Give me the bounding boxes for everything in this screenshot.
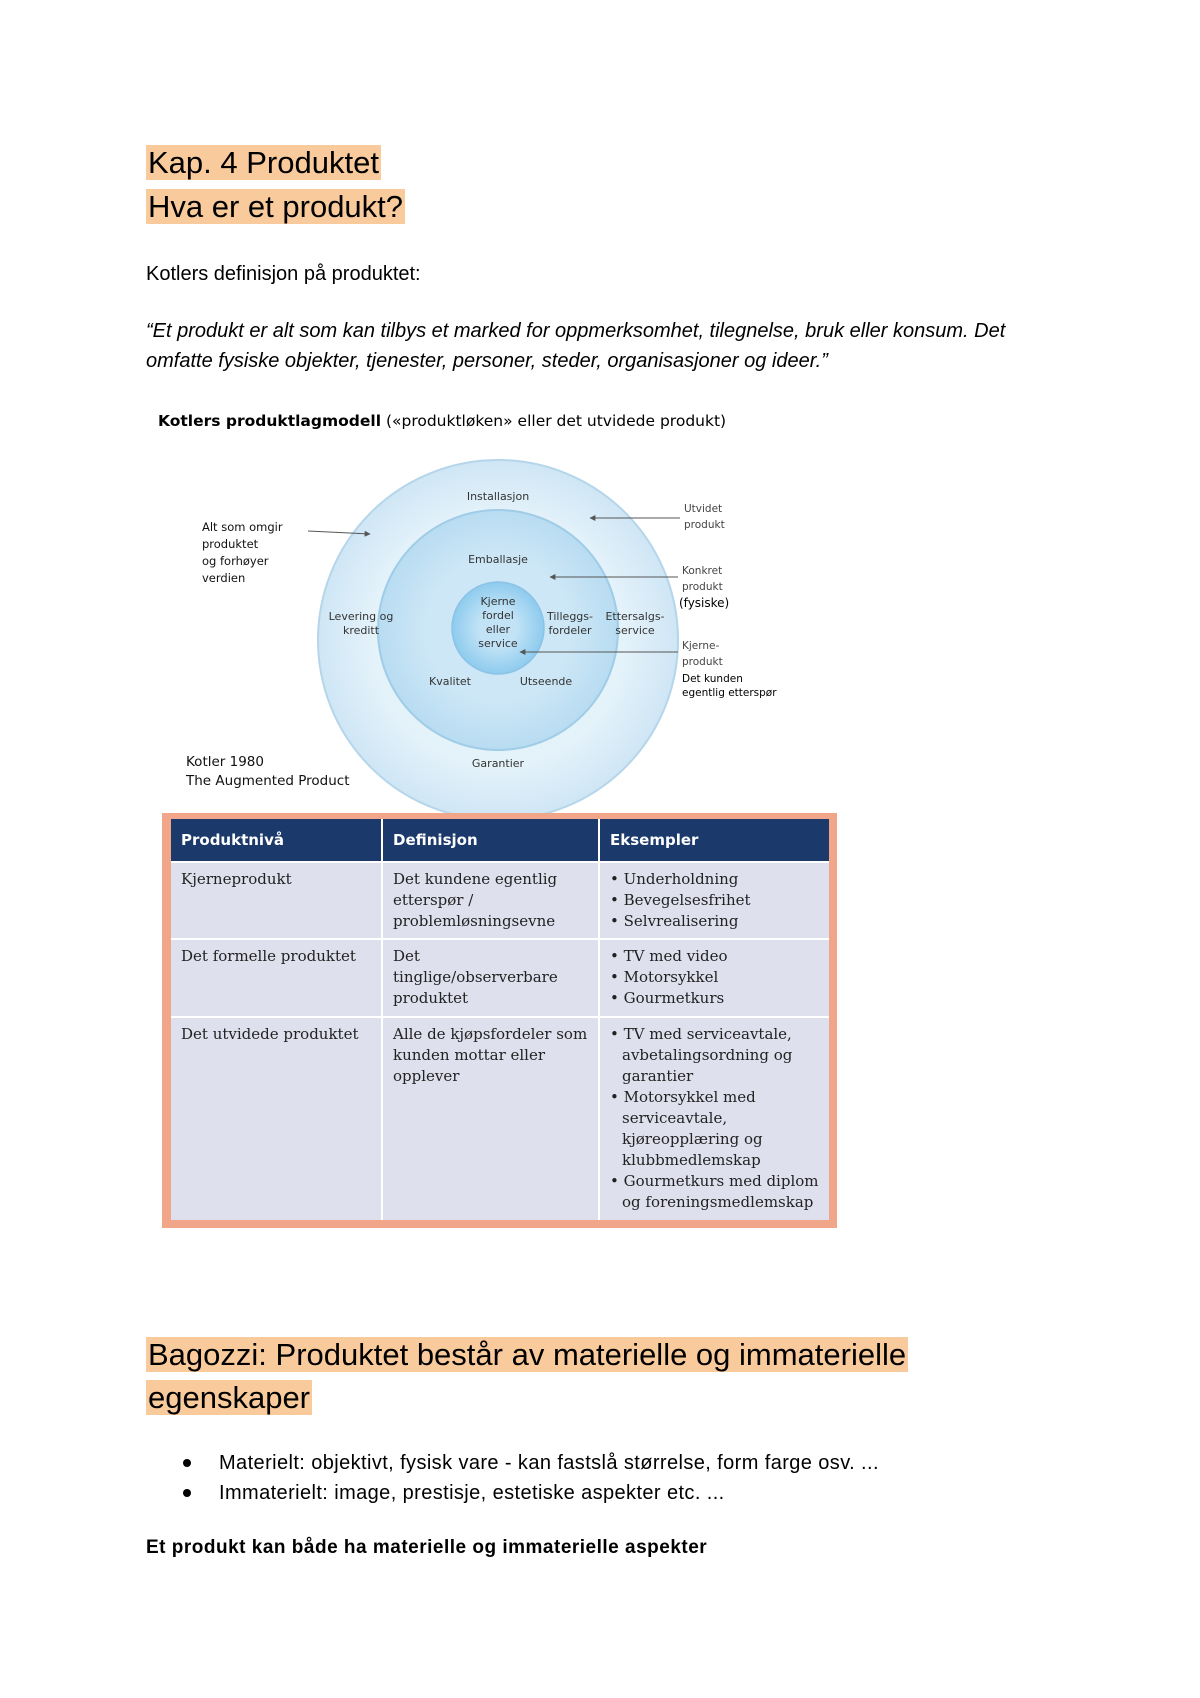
label-tilleggsfordeler: Tilleggs-fordeler xyxy=(547,610,593,637)
list-item: Materielt: objektivt, fysisk vare - kan fastslå størrelse, form farge osv. ... xyxy=(219,1448,879,1478)
cell-examples: • Underholdning • Bevegelsesfrihet • Selvrealisering xyxy=(599,862,829,939)
table-row xyxy=(171,939,829,1017)
cell-definition: Det kundene egentlig etterspør / problemløsningsevne xyxy=(382,862,599,939)
bagozzi-heading: Bagozzi: Produktet består av materielle og immaterielle xyxy=(148,1337,907,1372)
section-heading: Hva er et produkt? xyxy=(148,189,404,224)
header-produktniva: Produktnivå xyxy=(171,819,382,862)
note-utvidet: Utvidet produkt xyxy=(684,503,725,531)
label-levering: Levering og kreditt xyxy=(328,610,394,637)
bagozzi-heading-cont: egenskaper xyxy=(148,1380,311,1415)
cell-level: Det formelle produktet xyxy=(171,939,382,1017)
label-utseende: Utseende xyxy=(519,675,573,688)
cell-level: Kjerneprodukt xyxy=(171,862,382,939)
label-garantier: Garantier xyxy=(471,757,525,770)
bagozzi-bullet-list xyxy=(146,1448,879,1508)
note-konkret: Konkret produkt (fysiske) xyxy=(679,565,730,610)
bullet-dot-icon xyxy=(183,1459,191,1467)
table-header-row xyxy=(171,819,829,862)
intro-text: Kotlers definisjon på produktet: xyxy=(146,263,421,285)
figure-title: Kotlers produktlagmodell («produktløken» eller det utvidede produkt) xyxy=(158,412,727,430)
label-installasjon: Installasjon xyxy=(466,490,530,503)
label-core: Kjerne fordel eller service xyxy=(478,595,518,650)
product-layer-diagram xyxy=(160,440,800,820)
cell-level: Det utvidede produktet xyxy=(171,1017,382,1220)
source-line1: Kotler 1980 xyxy=(186,754,264,770)
chapter-heading: Kap. 4 Produktet xyxy=(148,145,379,180)
product-level-table-frame xyxy=(162,813,837,1228)
cell-definition: Alle de kjøpsfordeler som kunden mottar eller opplever xyxy=(382,1017,599,1220)
header-eksempler: Eksempler xyxy=(599,819,829,862)
cell-examples: • TV med serviceavtale, avbetalingsordning og garantier • Motorsykkel med serviceavtale, kjøreopplæring og klubbmedlemskap • Gourmetkurs med diplom og foreningsmedlemskap xyxy=(599,1017,829,1220)
cell-definition: Det tinglige/observerbare produktet xyxy=(382,939,599,1017)
header-definisjon: Definisjon xyxy=(382,819,599,862)
table-row xyxy=(171,862,829,939)
source-line2: The Augmented Product xyxy=(186,773,350,789)
label-emballasje: Emballasje xyxy=(468,553,528,566)
label-kvalitet: Kvalitet xyxy=(429,675,471,688)
kotler-quote: “Et produkt er alt som kan tilbys et marked for oppmerksomhet, tilegnelse, bruk eller konsum. Det omfatte fysiske objekter, tjenester, personer, steder, organisasjoner og ideer.” xyxy=(146,320,1006,372)
cell-examples: • TV med video • Motorsykkel • Gourmetkurs xyxy=(599,939,829,1017)
label-ettersalgsservice: Ettersalgs-service xyxy=(605,610,665,637)
table-row xyxy=(171,1017,829,1220)
list-item: Immaterielt: image, prestisje, estetiske aspekter etc. ... xyxy=(219,1478,879,1508)
left-note: Alt som omgir produktet og forhøyer verdien xyxy=(202,520,283,585)
note-kjerne: Kjerne-produkt Det kunden egentlig etterspør xyxy=(682,640,777,699)
conclusion-text: Et produkt kan både ha materielle og immaterielle aspekter xyxy=(146,1537,708,1558)
product-level-table xyxy=(171,819,829,1220)
bullet-dot-icon xyxy=(183,1489,191,1497)
